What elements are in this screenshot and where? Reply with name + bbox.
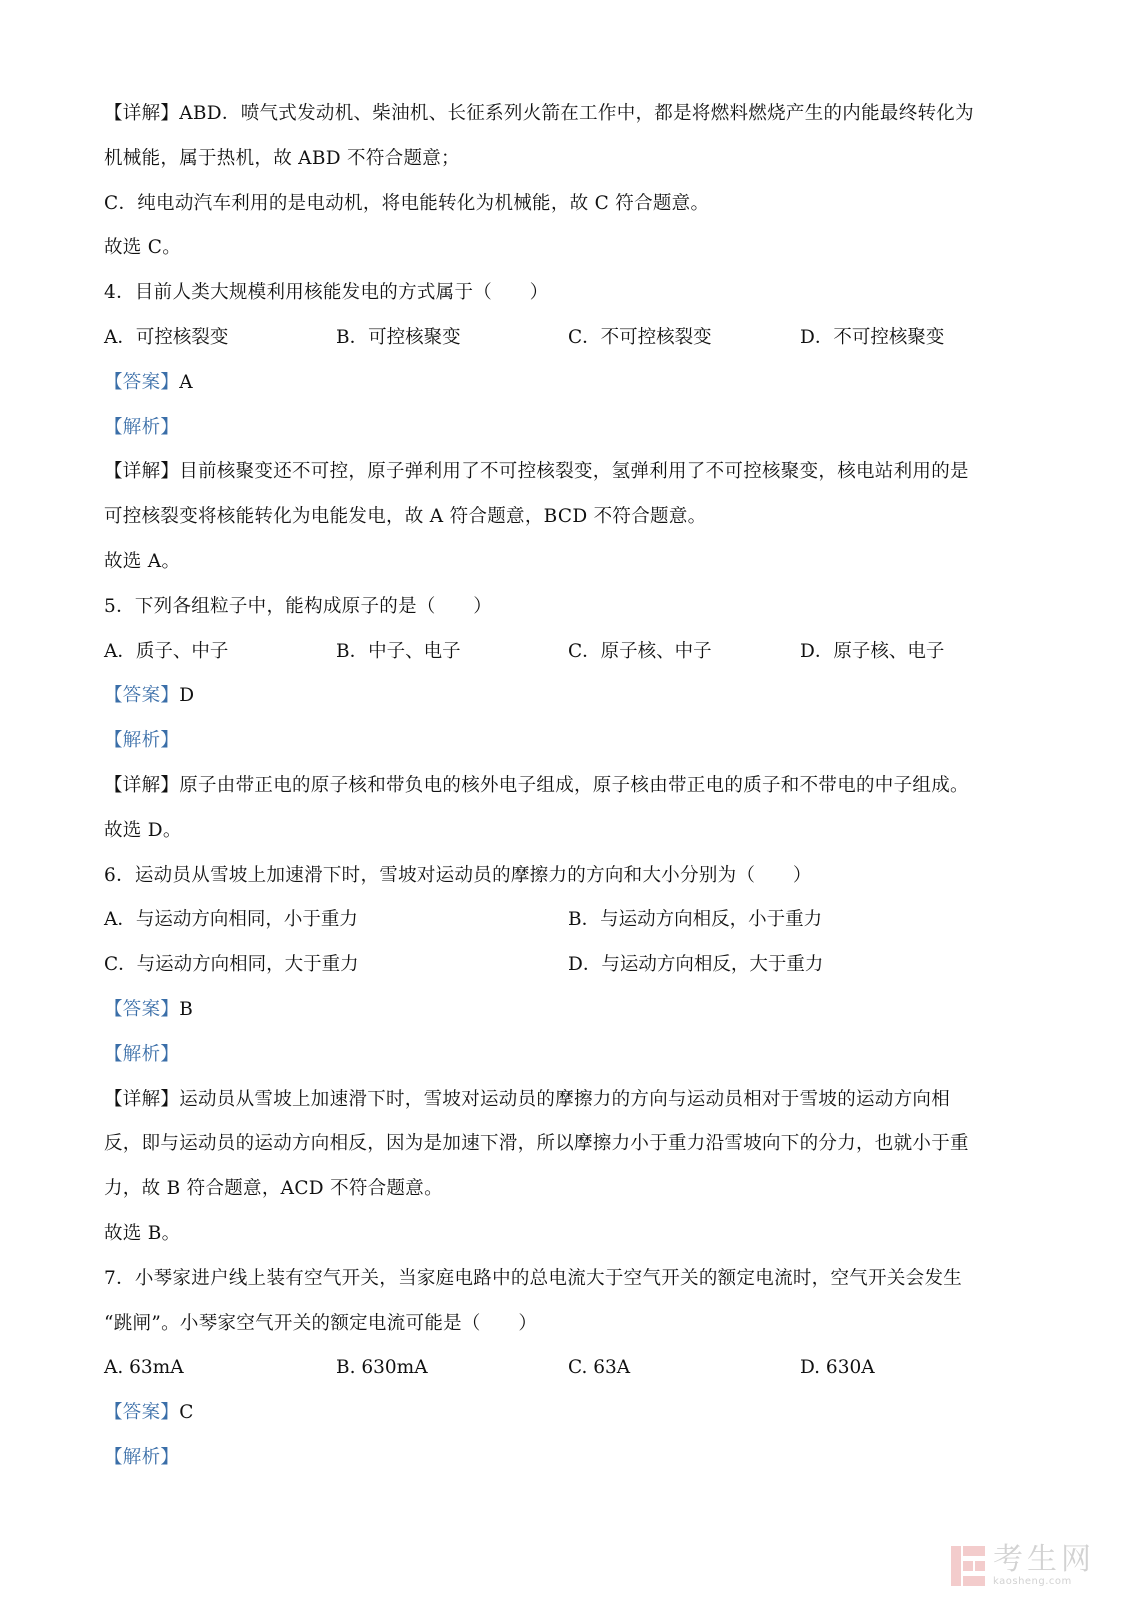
q4-option-a: A．可控核裂变 — [104, 326, 229, 348]
q7-stem-line-2: “跳闸”。小琴家空气开关的额定电流可能是（ ） — [104, 1312, 538, 1334]
q7-option-d: D. 630A — [800, 1357, 875, 1379]
q5-detail-text: 原子由带正电的原子核和带负电的核外电子组成，原子核由带正电的质子和不带电的中子组成。 — [179, 774, 969, 796]
q7-option-b: B. 630mA — [336, 1357, 428, 1379]
q6-option-c: C．与运动方向相同，大于重力 — [104, 954, 359, 976]
q5-options — [104, 630, 1034, 675]
answer-tag: 【答案】 — [104, 685, 180, 707]
q5-answer-value: D — [179, 685, 195, 707]
q3-detail-line — [104, 92, 1034, 137]
q3-detail-line-3: C．纯电动汽车利用的是电动机，将电能转化为机械能，故 C 符合题意。 — [104, 192, 710, 214]
q5-option-c: C．原子核、中子 — [568, 640, 712, 662]
watermark-logo-icon — [949, 1544, 987, 1588]
q6-option-d: D．与运动方向相反，大于重力 — [568, 954, 824, 976]
q6-options-row-1 — [104, 898, 1034, 943]
q7-option-c: C. 63A — [568, 1357, 631, 1379]
document-page — [104, 92, 1034, 1481]
q4-options — [104, 316, 1034, 361]
q6-options-row-2 — [104, 943, 1034, 988]
q5-option-d: D．原子核、电子 — [800, 640, 945, 662]
detail-tag: 【详解】 — [104, 103, 180, 124]
q6-option-b: B．与运动方向相反，小于重力 — [568, 909, 823, 931]
q6-answer — [104, 988, 1034, 1033]
q4-detail-line — [104, 450, 1034, 495]
q6-detail-text: 运动员从雪坡上加速滑下时，雪坡对运动员的摩擦力的方向与运动员相对于雪坡的运动方向相 — [179, 1088, 951, 1110]
detail-tag: 【详解】 — [104, 1088, 180, 1110]
q5-stem: 5．下列各组粒子中，能构成原子的是（ ） — [104, 595, 493, 617]
q4-detail-text: 目前核聚变还不可控，原子弹利用了不可控核裂变，氢弹利用了不可控核聚变，核电站利用的是 — [179, 461, 969, 483]
q4-option-c: C．不可控核裂变 — [568, 326, 712, 348]
q4-answer-value: A — [179, 371, 193, 393]
answer-tag: 【答案】 — [104, 371, 180, 393]
q4-answer — [104, 361, 1034, 406]
q4-option-d: D．不可控核聚变 — [800, 326, 945, 348]
q3-conclusion: 故选 C。 — [104, 237, 182, 259]
q6-stem: 6．运动员从雪坡上加速滑下时，雪坡对运动员的摩擦力的方向和大小分别为（ ） — [104, 864, 812, 886]
q5-conclusion: 故选 D。 — [104, 819, 182, 841]
q6-detail-line-2: 反，即与运动员的运动方向相反，因为是加速下滑，所以摩擦力小于重力沿雪坡向下的分力，也就小于重 — [104, 1133, 969, 1155]
q6-detail-line-3: 力，故 B 符合题意，ACD 不符合题意。 — [104, 1178, 443, 1200]
q7-stem: 7．小琴家进户线上装有空气开关，当家庭电路中的总电流大于空气开关的额定电流时，空气开关会发生 — [104, 1267, 963, 1289]
watermark-domain: kaosheng.com — [993, 1576, 1072, 1587]
q7-answer — [104, 1391, 1034, 1436]
q4-detail-line-2: 可控核裂变将核能转化为电能发电，故 A 符合题意，BCD 不符合题意。 — [104, 506, 707, 528]
q7-option-a: A. 63mA — [104, 1357, 184, 1379]
q6-answer-value: B — [179, 998, 194, 1020]
q7-options — [104, 1346, 1034, 1391]
q6-conclusion: 故选 B。 — [104, 1222, 181, 1244]
q5-option-a: A．质子、中子 — [104, 640, 229, 662]
q7-answer-value: C — [179, 1402, 194, 1424]
q6-analysis-tag: 【解析】 — [104, 1043, 180, 1065]
q5-detail-line — [104, 764, 1034, 809]
answer-tag: 【答案】 — [104, 998, 180, 1020]
q5-analysis-tag: 【解析】 — [104, 730, 180, 752]
q7-analysis-tag: 【解析】 — [104, 1446, 180, 1468]
q4-option-b: B．可控核聚变 — [336, 326, 461, 348]
q4-analysis-tag: 【解析】 — [104, 416, 180, 438]
detail-tag: 【详解】 — [104, 774, 180, 796]
q5-answer — [104, 674, 1034, 719]
watermark-brand: 考生网 — [993, 1542, 1095, 1577]
detail-tag: 【详解】 — [104, 461, 180, 483]
q4-conclusion: 故选 A。 — [104, 550, 181, 572]
q4-stem: 4．目前人类大规模利用核能发电的方式属于（ ） — [104, 282, 549, 304]
answer-tag: 【答案】 — [104, 1402, 180, 1424]
watermark — [949, 1540, 1109, 1592]
q5-option-b: B．中子、电子 — [336, 640, 461, 662]
q6-option-a: A．与运动方向相同，小于重力 — [104, 909, 358, 931]
q3-detail-line-2: 机械能，属于热机，故 ABD 不符合题意； — [104, 147, 460, 169]
q3-detail-text: ABD．喷气式发动机、柴油机、长征系列火箭在工作中，都是将燃料燃烧产生的内能最终转化为 — [179, 103, 974, 124]
q6-detail-line — [104, 1078, 1034, 1123]
